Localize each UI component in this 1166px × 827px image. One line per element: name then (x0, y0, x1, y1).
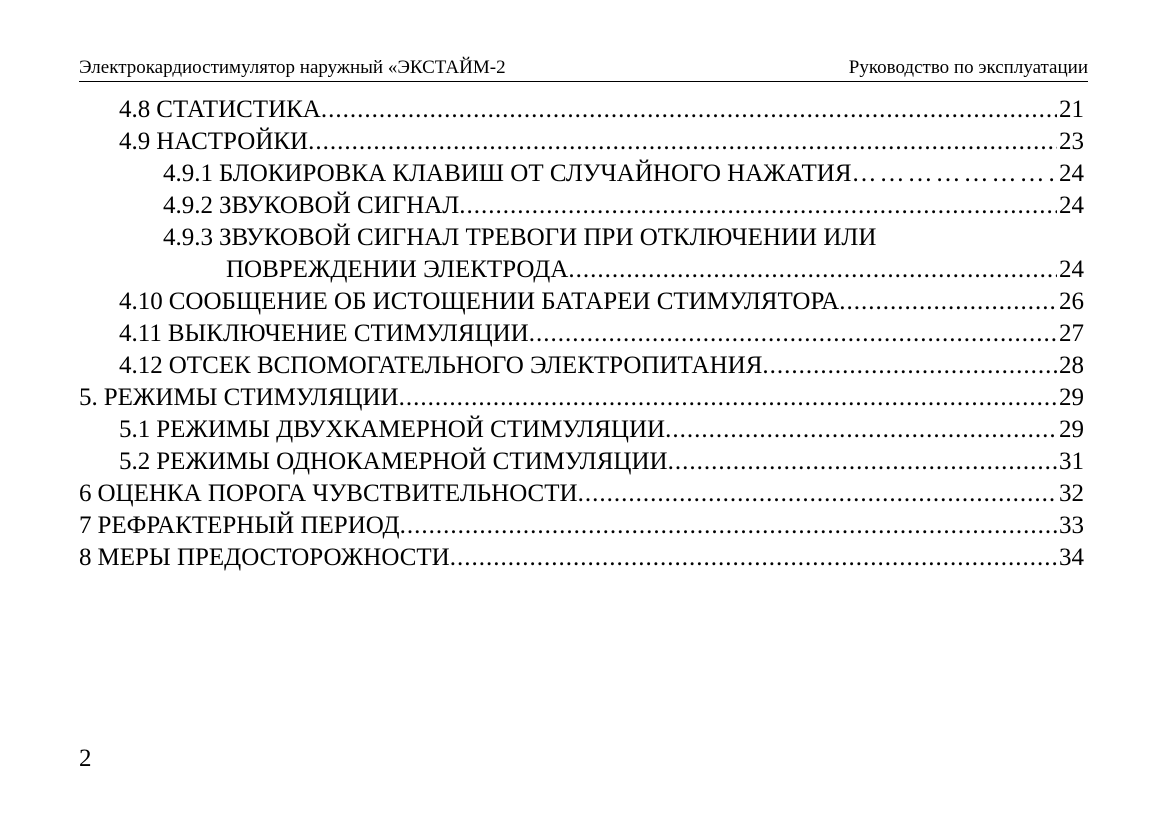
toc-dot-leader (459, 190, 1057, 222)
toc-dot-leader (400, 510, 1057, 542)
table-of-contents (79, 94, 1084, 574)
toc-dot-leader (568, 254, 1057, 286)
toc-dot-leader (665, 414, 1057, 446)
toc-entry-title: РЕЖИМЫ ДВУХКАМЕРНОЙ СТИМУЛЯЦИИ (156, 416, 666, 443)
toc-entry (79, 510, 1084, 542)
page-header (79, 57, 1088, 82)
toc-entry-title: МЕРЫ ПРЕДОСТОРОЖНОСТИ (97, 544, 450, 571)
toc-entry-title: РЕЖИМЫ СТИМУЛЯЦИИ (103, 384, 399, 411)
header-document-type: Руководство по эксплуатации (848, 57, 1088, 78)
toc-dot-leader (578, 478, 1057, 510)
toc-entry-title: ЗВУКОВОЙ СИГНАЛ (219, 192, 460, 219)
toc-entry-number: 4.9.3 (163, 224, 213, 251)
toc-entry-page: 29 (1059, 416, 1084, 443)
toc-entry-page: 24 (1059, 192, 1084, 219)
page-number: 2 (79, 745, 92, 772)
toc-dot-leader (852, 158, 1057, 190)
toc-entry (79, 158, 1084, 190)
toc-entry-page: 24 (1059, 160, 1084, 187)
toc-entry (79, 94, 1084, 126)
toc-entry-number: 4.8 (119, 96, 151, 123)
toc-entry (79, 126, 1084, 158)
toc-entry-title: БЛОКИРОВКА КЛАВИШ ОТ СЛУЧАЙНОГО НАЖАТИЯ (219, 160, 852, 187)
toc-entry-number: 5.1 (119, 416, 151, 443)
toc-entry-number: 4.12 (119, 352, 163, 379)
toc-dot-leader (762, 350, 1057, 382)
toc-dot-leader (399, 382, 1057, 414)
toc-entry (79, 286, 1084, 318)
toc-entry-page: 32 (1059, 480, 1084, 507)
toc-entry (79, 382, 1084, 414)
toc-entry (79, 318, 1084, 350)
toc-entry (79, 190, 1084, 222)
toc-entry-number: 5.2 (119, 448, 151, 475)
toc-entry-title: СООБЩЕНИЕ ОБ ИСТОЩЕНИИ БАТАРЕИ СТИМУЛЯТОРА (168, 288, 840, 315)
toc-entry-page: 24 (1059, 256, 1084, 283)
toc-entry-title: ПОВРЕЖДЕНИИ ЭЛЕКТРОДА (226, 256, 569, 283)
toc-entry-title: ВЫКЛЮЧЕНИЕ СТИМУЛЯЦИИ (167, 320, 529, 347)
toc-entry-page: 28 (1059, 352, 1084, 379)
toc-entry-number: 4.9 (119, 128, 151, 155)
toc-entry (79, 446, 1084, 478)
toc-dot-leader (308, 126, 1057, 158)
toc-entry-number: 5. (79, 384, 98, 411)
toc-entry-title: ОЦЕНКА ПОРОГА ЧУВСТВИТЕЛЬНОСТИ (97, 480, 578, 507)
toc-entry-number: 4.11 (119, 320, 162, 347)
toc-entry-title: ЗВУКОВОЙ СИГНАЛ ТРЕВОГИ ПРИ ОТКЛЮЧЕНИИ ИЛИ (219, 224, 877, 251)
toc-dot-leader (668, 446, 1057, 478)
toc-entry-number: 6 (79, 480, 92, 507)
toc-entry (79, 350, 1084, 382)
toc-entry-continuation (79, 254, 1084, 286)
toc-dot-leader (529, 318, 1057, 350)
toc-entry-page: 34 (1059, 544, 1084, 571)
toc-entry-number: 4.10 (119, 288, 163, 315)
toc-entry-title: РЕФРАКТЕРНЫЙ ПЕРИОД (97, 512, 400, 539)
toc-dot-leader (450, 542, 1057, 574)
toc-entry-page: 27 (1059, 320, 1084, 347)
toc-entry-number: 8 (79, 544, 92, 571)
toc-entry-page: 26 (1059, 288, 1084, 315)
toc-entry (79, 222, 1084, 254)
toc-entry (79, 414, 1084, 446)
toc-entry-page: 29 (1059, 384, 1084, 411)
toc-entry-page: 21 (1059, 96, 1084, 123)
toc-entry (79, 542, 1084, 574)
toc-entry (79, 478, 1084, 510)
toc-dot-leader (839, 286, 1057, 318)
toc-entry-page: 33 (1059, 512, 1084, 539)
toc-entry-number: 7 (79, 512, 92, 539)
toc-dot-leader (321, 94, 1057, 126)
toc-entry-page: 23 (1059, 128, 1084, 155)
toc-entry-title: НАСТРОЙКИ (156, 128, 309, 155)
toc-entry-title: СТАТИСТИКА (156, 96, 321, 123)
toc-entry-title: РЕЖИМЫ ОДНОКАМЕРНОЙ СТИМУЛЯЦИИ (156, 448, 668, 475)
toc-entry-title: ОТСЕК ВСПОМОГАТЕЛЬНОГО ЭЛЕКТРОПИТАНИЯ (168, 352, 763, 379)
toc-entry-number: 4.9.1 (163, 160, 213, 187)
toc-entry-page: 31 (1059, 448, 1084, 475)
toc-entry-number: 4.9.2 (163, 192, 213, 219)
header-document-title: Электрокардиостимулятор наружный «ЭКСТАЙМ-2 (79, 57, 506, 78)
